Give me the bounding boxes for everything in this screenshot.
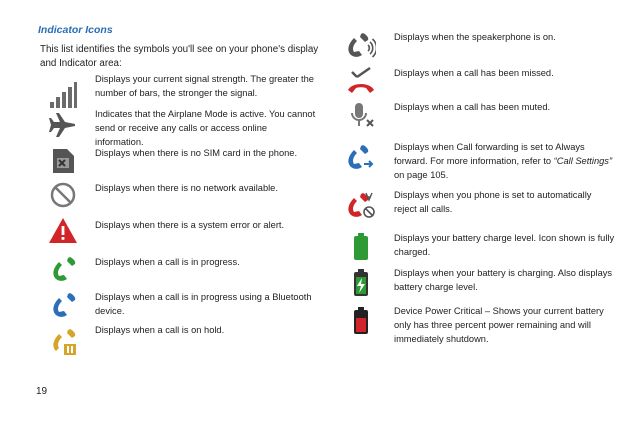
left-item-desc: Indicates that the Airplane Mode is active. You cannot send or receive any calls or access online information. xyxy=(95,109,316,147)
call-forwarding-icon xyxy=(346,142,376,172)
right-item-desc: Displays when a call has been missed. xyxy=(394,68,554,78)
bluetooth-call-icon xyxy=(48,290,78,320)
missed-call-icon xyxy=(346,66,376,96)
left-item-desc: Displays when there is no SIM card in the phone. xyxy=(95,148,298,158)
no-sim-icon xyxy=(48,146,78,176)
auto-reject-icon xyxy=(346,190,376,220)
speakerphone-icon xyxy=(346,30,376,60)
battery-full-icon xyxy=(346,232,376,262)
airplane-icon xyxy=(48,110,78,140)
intro-text: This list identifies the symbols you'll see on your phone's display and Indicator area: xyxy=(40,44,319,69)
right-item-desc: Displays when you phone is set to automatically reject all calls. xyxy=(394,190,592,214)
battery-charging-icon xyxy=(346,268,376,298)
right-item-desc: Displays when your battery is charging. Also displays battery charge level. xyxy=(394,268,613,292)
left-item-desc: Displays when there is no network available. xyxy=(95,183,278,193)
right-item-desc: Displays when the speakerphone is on. xyxy=(394,32,556,42)
no-network-icon xyxy=(48,180,78,210)
section-title: Indicator Icons xyxy=(38,24,113,36)
left-item-desc: Displays when a call is on hold. xyxy=(95,325,225,335)
right-item-desc: Displays when a call has been muted. xyxy=(394,102,551,112)
call-muted-icon xyxy=(346,100,376,130)
right-item-desc: Displays when Call forwarding is set to Always forward. For more information, refer to “Call Settings” on page 105. xyxy=(394,142,613,180)
left-item-desc: Displays your current signal strength. The greater the number of bars, the stronger the signal. xyxy=(95,74,314,98)
system-alert-icon xyxy=(48,216,78,246)
call-on-hold-icon xyxy=(48,326,78,356)
left-item-desc: Displays when there is a system error or alert. xyxy=(95,220,285,230)
battery-critical-icon xyxy=(346,306,376,336)
right-item-desc: Displays your battery charge level. Icon shown is fully charged. xyxy=(394,233,615,257)
left-item-desc: Displays when a call is in progress. xyxy=(95,257,240,267)
left-item-desc: Displays when a call is in progress using a Bluetooth device. xyxy=(95,292,312,316)
page-number: 19 xyxy=(36,386,48,397)
right-item-desc: Device Power Critical – Shows your current battery only has three percent power remaining and will immediately shutdown. xyxy=(394,306,604,344)
signal-bars-icon xyxy=(48,80,78,110)
call-in-progress-icon xyxy=(48,254,78,284)
